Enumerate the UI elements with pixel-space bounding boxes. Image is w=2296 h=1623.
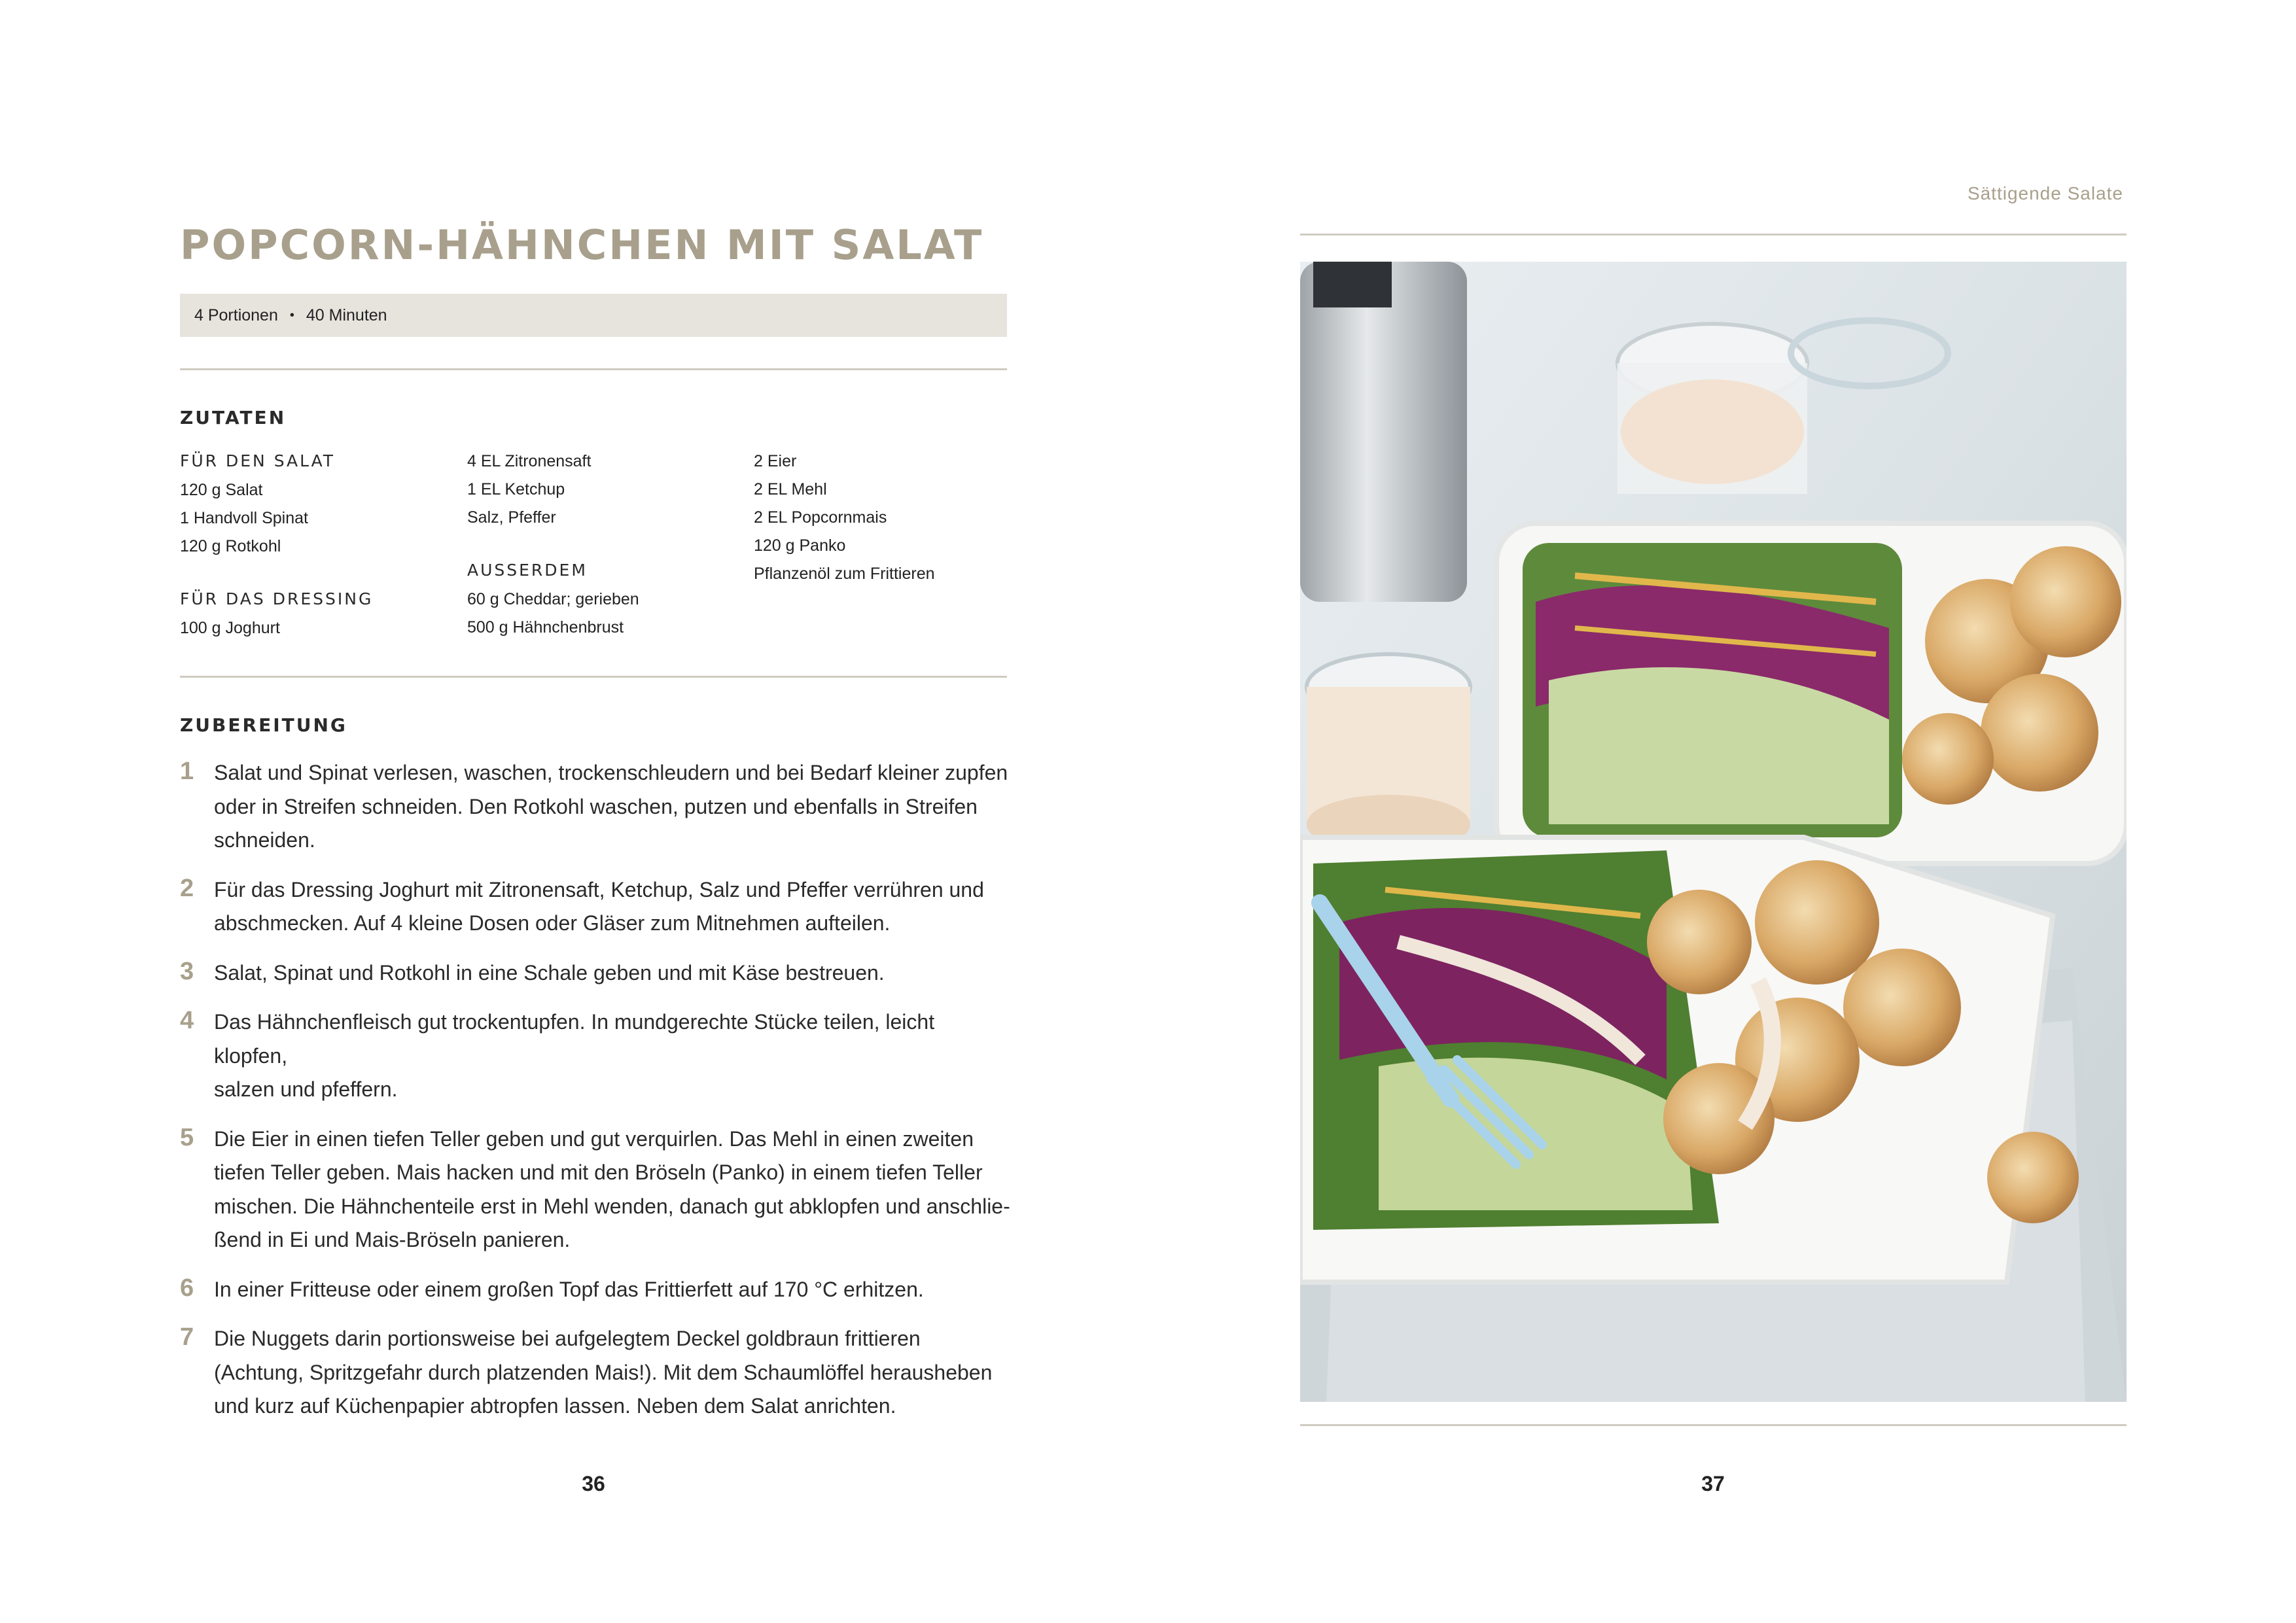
recipe-photo xyxy=(1300,262,2127,1402)
ingredient-item: 500 g Hähnchenbrust xyxy=(467,618,624,637)
divider xyxy=(1300,234,2127,236)
step-text: Für das Dressing Joghurt mit Zitronensaft, Ketchup, Salz und Pfeffer verrühren und abschmecken. Auf 4 kleine Dosen oder Gläser zum Mitnehmen aufteilen. xyxy=(214,877,984,935)
meta-separator: • xyxy=(289,307,294,323)
page-number-left: 36 xyxy=(582,1472,605,1495)
divider xyxy=(1300,1424,2127,1426)
step-item xyxy=(180,1322,1011,1423)
step-number: 5 xyxy=(180,1123,194,1151)
step-item xyxy=(180,956,1011,990)
step-text: Salat und Spinat verlesen, waschen, trockenschleudern und bei Bedarf kleiner zupfen oder in Streifen schneiden. Den Rotkohl waschen, putzen und ebenfalls in Streifen schneiden. xyxy=(214,761,1008,852)
step-number: 1 xyxy=(180,758,194,785)
step-item xyxy=(180,1123,1011,1257)
step-item xyxy=(180,1273,1011,1307)
ingredient-item: 1 Handvoll Spinat xyxy=(180,509,308,527)
ingredient-item: 120 g Salat xyxy=(180,481,263,499)
divider xyxy=(180,676,1007,678)
preparation-heading: ZUBEREITUNG xyxy=(180,714,347,736)
step-number: 2 xyxy=(180,874,194,902)
ingredient-item: 120 g Panko xyxy=(754,536,846,555)
step-number: 6 xyxy=(180,1274,194,1302)
step-item xyxy=(180,1005,1011,1107)
step-text: Die Eier in einen tiefen Teller geben und gut verquirlen. Das Mehl in einen zweiten tiefen Teller geben. Mais hacken und mit den Bröseln (Panko) in einem tiefen Teller mischen. Die Hähnchenteile erst in Mehl wenden, danach gut abklopfen und anschlie- ßend in Ei und Mais-Bröseln panieren. xyxy=(214,1126,1010,1251)
step-item xyxy=(180,873,1011,941)
ingredient-item: 2 Eier xyxy=(754,452,797,470)
recipe-meta-bar xyxy=(180,294,1007,337)
ingredient-item: Salz, Pfeffer xyxy=(467,508,556,527)
dressing-subheading: FÜR DAS DRESSING xyxy=(180,589,374,608)
cook-time: 40 Minuten xyxy=(306,305,387,324)
step-text: Die Nuggets darin portionsweise bei aufgelegtem Deckel goldbraun frittieren (Achtung, Spritzgefahr durch platzenden Mais!). Mit dem Schaumlöffel herausheben und kurz auf Küchenpapier abtropfen lassen. Neben dem Salat anrichten. xyxy=(214,1327,993,1418)
preparation-steps xyxy=(180,756,1011,1439)
ingredients-column-1 xyxy=(180,449,461,644)
ingredients-column-3 xyxy=(754,449,1035,590)
extra-subheading: AUSSERDEM xyxy=(467,561,588,580)
step-text: In einer Fritteuse oder einem großen Topf das Frittierfett auf 170 °C erhitzen. xyxy=(214,1277,924,1301)
ingredients-heading: ZUTATEN xyxy=(180,407,287,428)
ingredient-item: 60 g Cheddar; gerieben xyxy=(467,590,639,608)
page-number-right: 37 xyxy=(1701,1472,1725,1495)
portions: 4 Portionen xyxy=(194,305,278,324)
ingredient-item: 2 EL Popcornmais xyxy=(754,508,887,527)
divider xyxy=(180,368,1007,370)
step-text: Salat, Spinat und Rotkohl in eine Schale geben und mit Käse bestreuen. xyxy=(214,960,885,985)
ingredient-item: 120 g Rotkohl xyxy=(180,537,281,555)
step-text: Das Hähnchenfleisch gut trockentupfen. In mundgerechte Stücke teilen, leicht klopfen, salzen und pfeffern. xyxy=(214,1010,935,1101)
ingredient-item: Pflanzenöl zum Frittieren xyxy=(754,565,935,583)
running-head: Sättigende Salate xyxy=(1967,183,2123,203)
step-item xyxy=(180,756,1011,858)
ingredient-item: 100 g Joghurt xyxy=(180,619,280,637)
recipe-title: POPCORN-HÄHNCHEN MIT SALAT xyxy=(180,221,984,269)
ingredient-item: 2 EL Mehl xyxy=(754,480,827,498)
salad-subheading: FÜR DEN SALAT xyxy=(180,451,336,470)
ingredient-item: 4 EL Zitronensaft xyxy=(467,452,592,470)
step-number: 4 xyxy=(180,1007,194,1034)
step-number: 7 xyxy=(180,1323,194,1351)
ingredients-column-2 xyxy=(467,449,749,644)
step-number: 3 xyxy=(180,957,194,985)
ingredient-item: 1 EL Ketchup xyxy=(467,480,565,498)
